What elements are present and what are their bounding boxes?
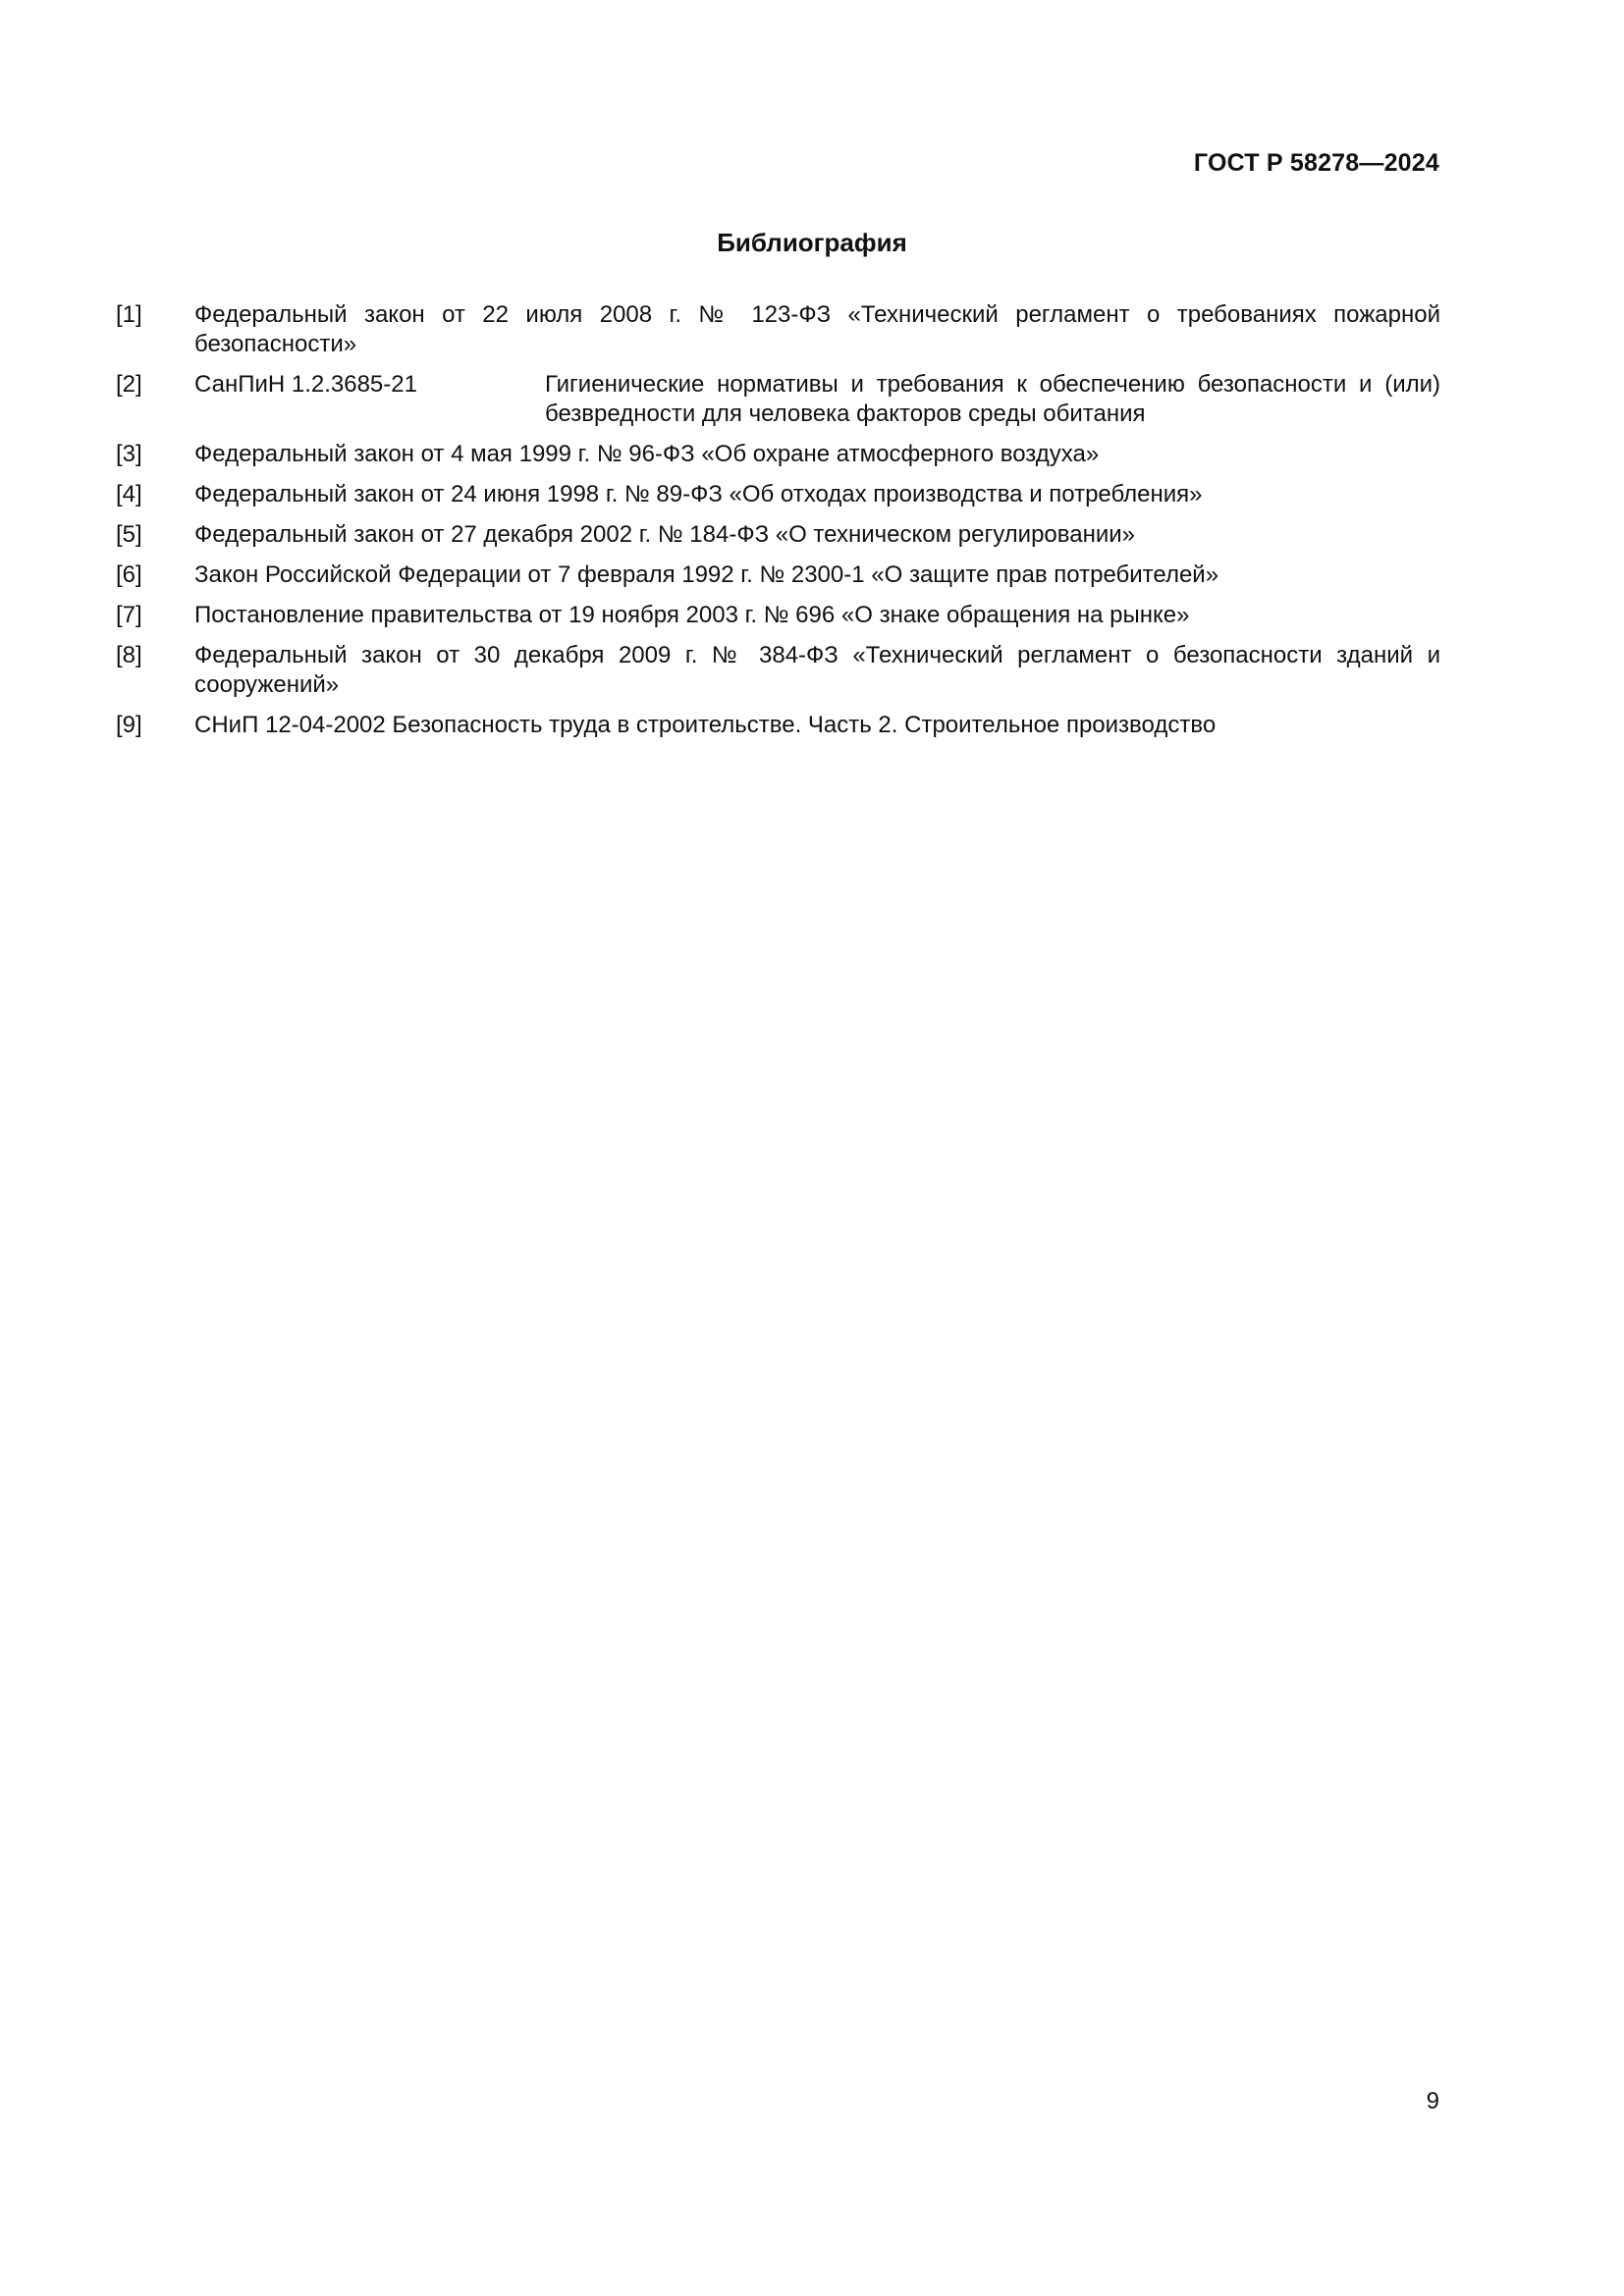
entry-number: [1]: [116, 301, 142, 328]
entry-number: [7]: [116, 602, 142, 628]
entry-number: [6]: [116, 561, 142, 588]
entry-number: [2]: [116, 371, 142, 398]
entry-number: [5]: [116, 521, 142, 548]
entry-text: Федеральный закон от 4 мая 1999 г. № 96-ФЗ «Об охране атмосферного воздуха»: [194, 441, 1100, 467]
bibliography-entry-3: [116, 440, 1440, 469]
entry-text: Федеральный закон от 27 декабря 2002 г. № 184-ФЗ «О техническом регулировании»: [194, 521, 1136, 548]
entry-text: Закон Российской Федерации от 7 февраля 1992 г. № 2300-1 «О защите прав потребителей»: [194, 561, 1219, 588]
entry-text: СНиП 12-04-2002 Безопасность труда в строительстве. Часть 2. Строительное производство: [194, 712, 1217, 738]
bibliography-entry-4: [116, 480, 1440, 509]
entry-text: Гигиенические нормативы и требования к обеспечению безопасности и (или) безвредности для человека факторов среды обитания: [545, 371, 1440, 427]
bibliography-entry-6: [116, 561, 1440, 590]
bibliography-entry-9: [116, 711, 1440, 740]
entry-number: [4]: [116, 481, 142, 507]
entry-text: Федеральный закон от 30 декабря 2009 г. № 384-ФЗ «Технический регламент о безопасности зданий и сооружений»: [194, 642, 1440, 698]
bibliography-entry-5: [116, 520, 1440, 550]
entry-text: Федеральный закон от 22 июля 2008 г. № 123-ФЗ «Технический регламент о требованиях пожарной безопасности»: [194, 301, 1440, 357]
entry-number: [8]: [116, 642, 142, 668]
bibliography-entry-1: [116, 300, 1440, 359]
entry-number: [3]: [116, 441, 142, 467]
page-number: 9: [1426, 2088, 1439, 2114]
bibliography-entry-7: [116, 601, 1440, 630]
bibliography-title: Библиография: [717, 228, 907, 257]
bibliography-list: [116, 300, 1440, 751]
document-code-header: ГОСТ Р 58278—2024: [1193, 149, 1439, 177]
bibliography-entry-8: [116, 641, 1440, 700]
entry-code: СанПиН 1.2.3685-21: [194, 371, 417, 398]
entry-text: Федеральный закон от 24 июня 1998 г. № 89-ФЗ «Об отходах производства и потребления»: [194, 481, 1203, 507]
bibliography-entry-2: [116, 370, 1440, 429]
entry-number: [9]: [116, 712, 142, 738]
entry-text: Постановление правительства от 19 ноября 2003 г. № 696 «О знаке обращения на рынке»: [194, 602, 1190, 628]
